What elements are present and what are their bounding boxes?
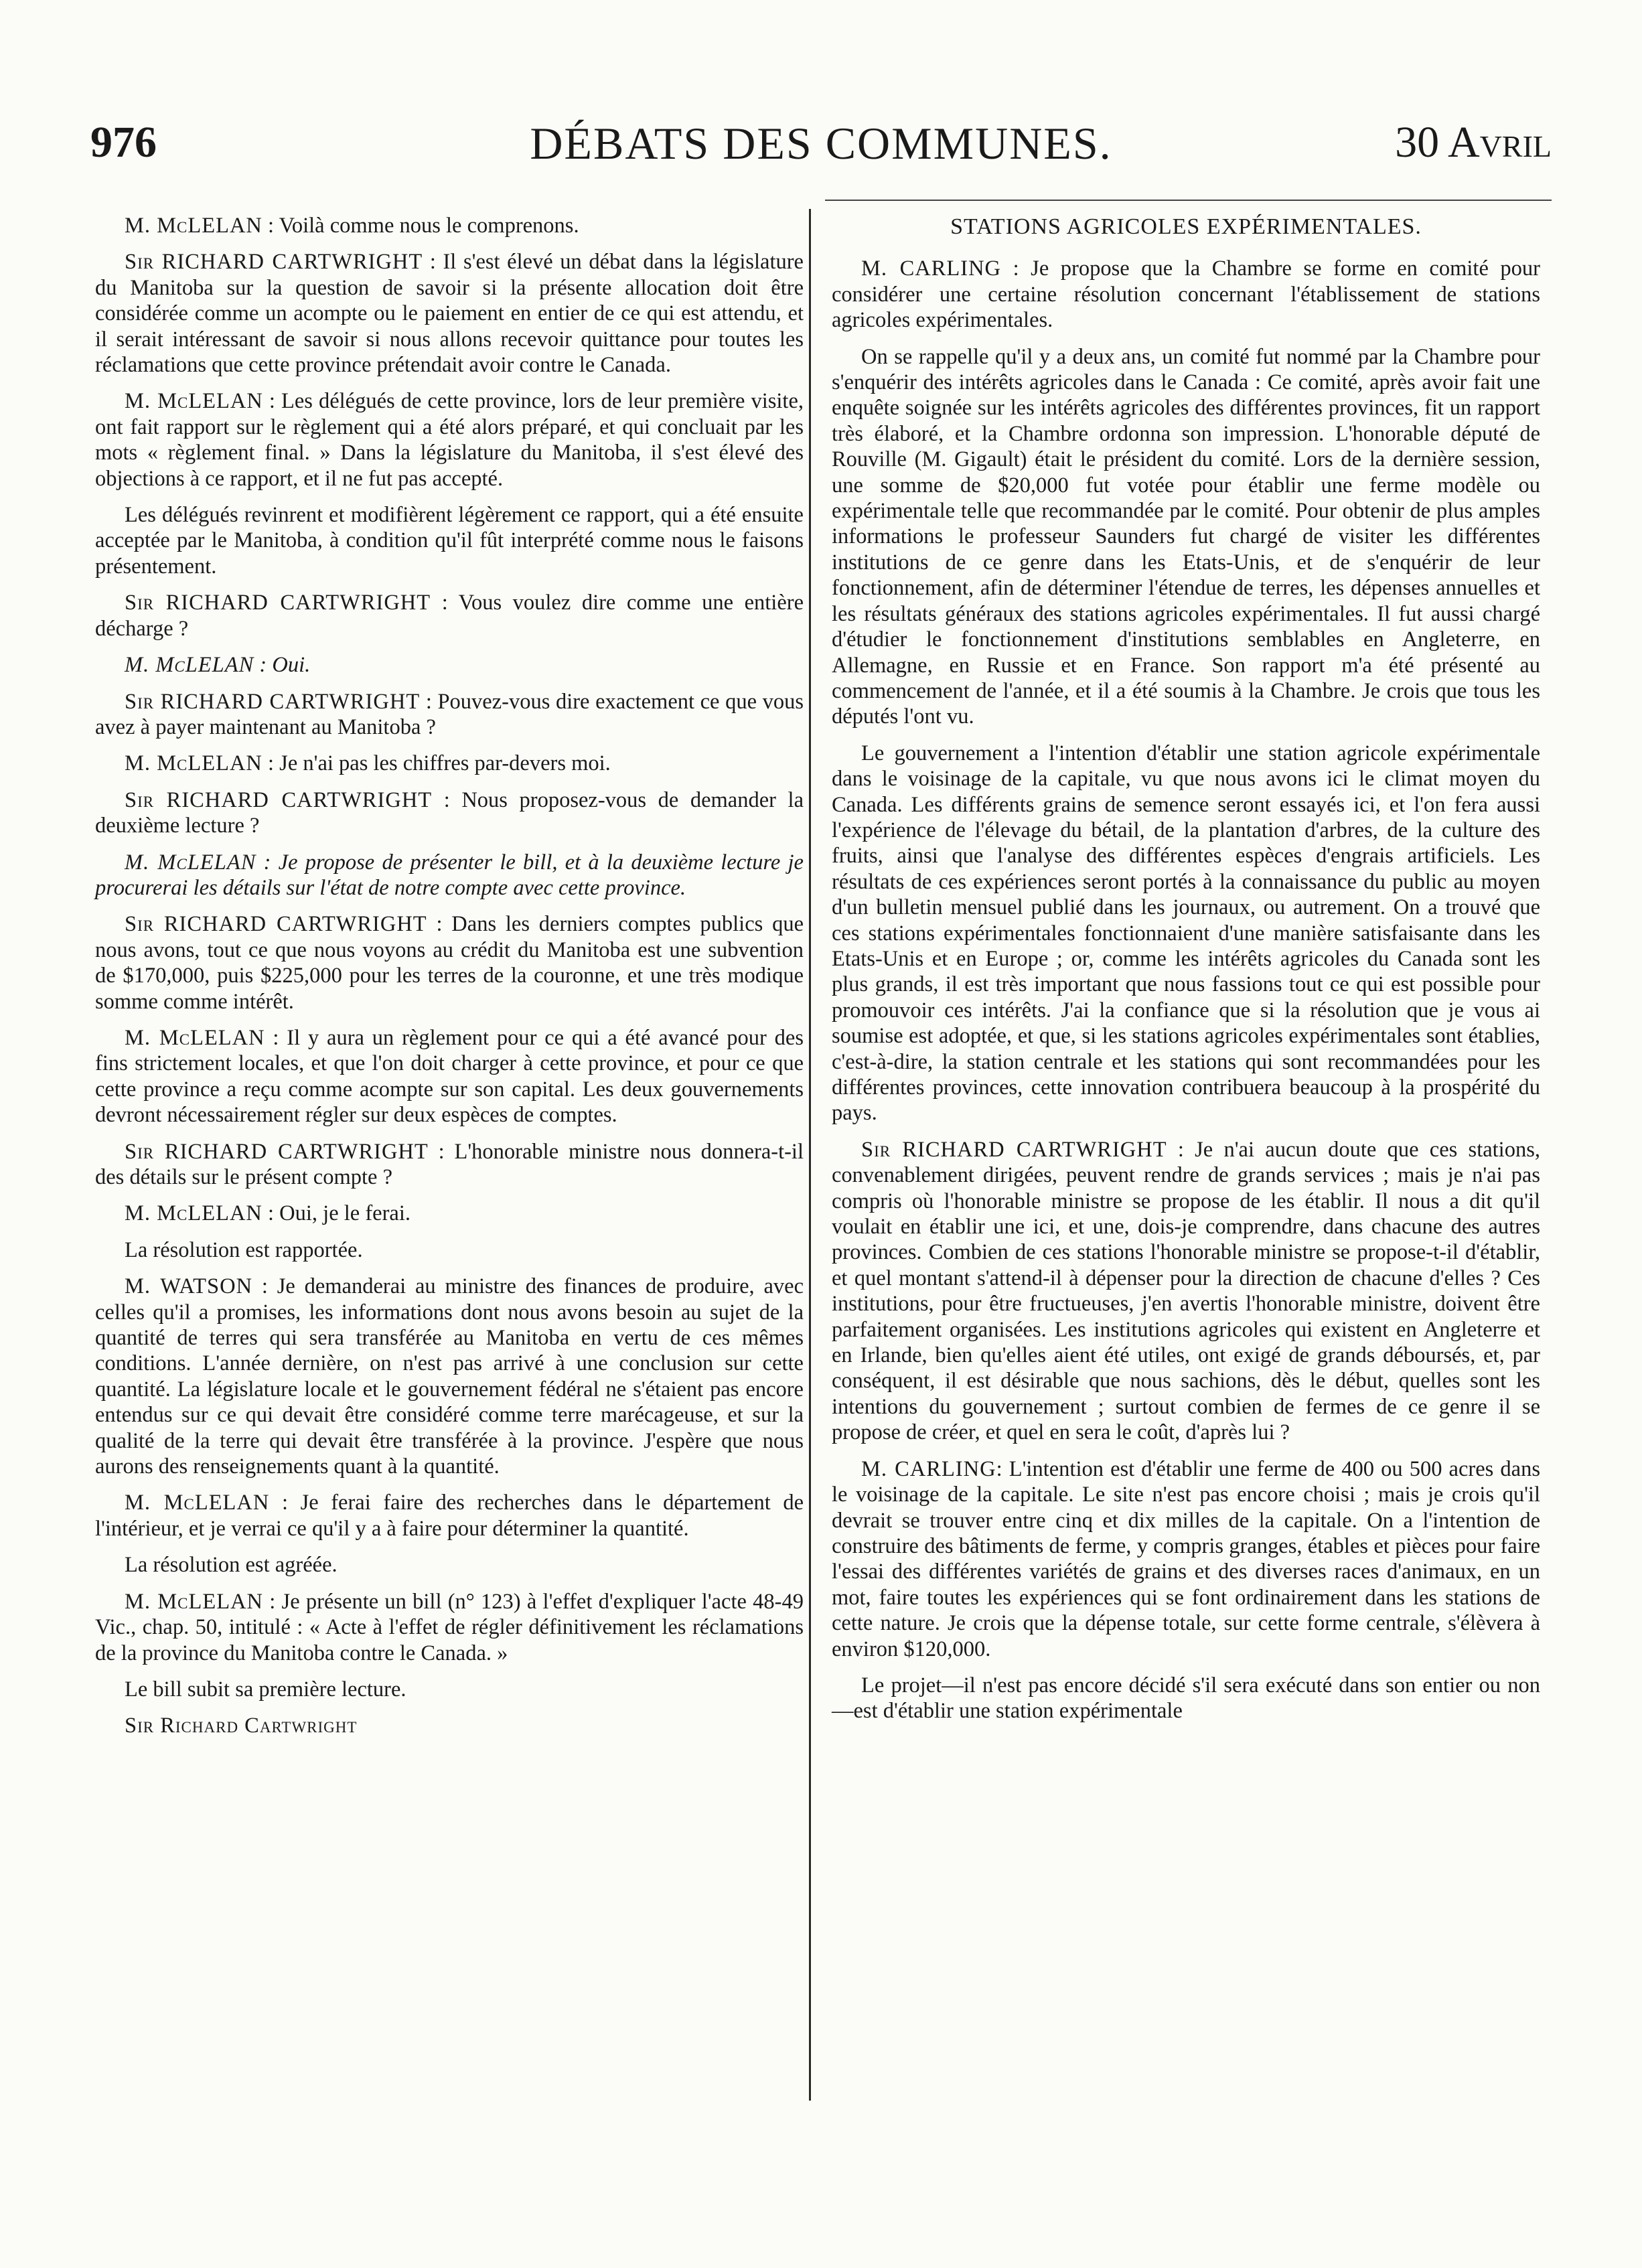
section-heading: STATIONS AGRICOLES EXPÉRIMENTALES. [950,214,1422,239]
paragraph-text: : Je n'ai aucun doute que ces stations, convenablement dirigées, peuvent rendre de grands services ; mais je n'ai pas compris où l'honorable ministre se propose de les établir. Il nous a dit qu'il voulait en établir une ici, et une, dois-je comprendre, dans chacune des autres provinces. Combien de ces stations l'honorable ministre se propose-t-il d'établir, et quel montant s'attend-il à dépenser pour la direction de chacune d'elles ? Ces institutions, pour être fructueuses, j'en avertis l'honorable ministre, doivent être parfaitement organisées. Les institutions agricoles qui existent en Angleterre et en Irlande, bien qu'elles aient été utiles, ont exigé de grands déboursés, et, par conséquent, il est désirable que nous sachions, dès le début, quelles sont les intentions du gouvernement ; surtout combien de fermes de ce genre il se propose de créer, et quel en sera le coût, d'après lui ? [832,1137,1540,1445]
speaker-name: M. McLELAN [125,1589,264,1614]
page-number: 976 [90,118,157,167]
paragraph [95,590,804,641]
paragraph [832,1673,1540,1724]
paragraph-text: : Vous voulez dire comme une entière décharge ? [95,591,804,641]
paragraph [95,787,804,839]
paragraph [95,850,804,901]
paragraph-text: La résolution est rapportée. [125,1237,363,1262]
paragraph [95,213,804,238]
paragraph [95,652,804,678]
paragraph-text: : Je propose de présenter le bill, et à la deuxième lecture je procurerai les détails sur l'état de notre compte avec cette province. [95,850,804,900]
paragraph [95,1274,804,1479]
speaker-name: Sir RICHARD CARTWRIGHT [125,250,423,275]
paragraph [95,689,804,741]
speaker-name: M. WATSON [125,1274,253,1299]
speaker-name: M. McLELAN [125,389,263,414]
paragraph-text: : Il y aura un règlement pour ce qui a été avancé pour des fins strictement locales, et que l'on doit charger à cette province, et pour ce que cette province a reçu comme acompte sur son capital. Les deux gouvernements devront nécessairement régler sur deux espèces de comptes. [95,1025,804,1128]
paragraph-text: : Pouvez-vous dire exactement ce que vous avez à payer maintenant au Manitoba ? [95,689,804,739]
speaker-name: M. McLELAN [125,1025,265,1050]
paragraph-text: : Oui, je le ferai. [262,1201,410,1226]
paragraph [95,1677,804,1702]
speaker-name: Sir RICHARD CARTWRIGHT [125,591,431,615]
page-date: 30 Avril [1395,118,1552,167]
paragraph [95,1201,804,1226]
paragraph-text: On se rappelle qu'il y a deux ans, un comité fut nommé par la Chambre pour s'enquérir des intérêts agricoles dans le Canada : Ce comité, après avoir fait une enquête soignée sur les intérêts agricoles des différentes provinces, fit un rapport très élaboré, et la Chambre ordonna son impression. L'honorable député de Rouville (M. Gigault) était le président du comité. Lors de la dernière session, une somme de $20,000 fut votée pour établir une ferme modèle ou expérimentale telle que recommandée par le comité. Pour obtenir de plus amples informations le professeur Saunders fut chargé de visiter les différentes institutions de ce genre dans les Etats-Unis, et de s'enquérir de leur fonctionnement, afin de déterminer l'étendue de terres, les dépenses annuelles et les résultats généraux des stations agricoles expérimentales. Il fut aussi chargé d'étudier le fonctionnement d'institutions semblables en Angleterre, en Allemagne, en Russie et en France. Son rapport m'a été présenté au commencement de l'année, et il a été soumis à la Chambre. Je crois que tous les députés l'ont vu. [832,344,1540,729]
page-header [90,117,1552,191]
right-column [832,213,1540,1735]
paragraph [832,256,1540,333]
paragraph [95,1552,804,1578]
paragraph-text: : L'intention est d'établir une ferme de 400 ou 500 acres dans le voisinage de la capitale. Le site n'est pas encore choisi ; mais je crois qu'il devrait se trouver entre cinq et dix milles de la capitale. On a l'intention de construire des bâtiments de ferme, y compris granges, étables et pièces pour faire l'essai des différentes variétés de grains et des diverses races d'animaux, en un mot, faire toutes les expériences qui se font ordinairement dans les stations de cette nature. Je crois que la dépense totale, sur cette forme centrale, s'élèvera à environ $120,000. [832,1456,1540,1661]
speaker-name: Sir RICHARD CARTWRIGHT [125,912,427,937]
paragraph [95,249,804,378]
speaker-name: M. McLELAN [125,850,256,875]
paragraph [832,1137,1540,1446]
paragraph-text: : Nous proposez-vous de demander la deuxième lecture ? [95,787,804,838]
speaker-name: M. McLELAN [125,1201,263,1226]
left-column [95,213,804,1739]
paragraph-text: : Voilà comme nous le comprenons. [262,214,579,238]
paragraph-text: : Je demanderai au ministre des finances de produire, avec celles qu'il a promises, les informations dont nous avons besoin au sujet de la quantité de terres qui sera transférée au Manitoba en vertu de ces mêmes conditions. L'année dernière, on n'est pas arrivé à une conclusion sur cette quantité. La législature locale et le gouvernement fédéral ne s'étaient pas encore entendus sur ce qui devait être considéré comme terre marécageuse, et sur la qualité de la terre qui devait être transférée à la province. J'espère que nous aurons des renseignements quant à la quantité. [95,1274,804,1479]
paragraph-text: : Oui. [254,653,311,678]
speaker-name: Sir RICHARD CARTWRIGHT [125,689,421,714]
speaker-name: M. CARLING [861,256,1002,281]
paragraph [95,911,804,1014]
column-divider [809,209,811,2101]
paragraph-text: Le projet—il n'est pas encore décidé s'il sera exécuté dans son entier ou non—est d'établir une station expérimentale [832,1673,1540,1724]
paragraph-text: Les délégués revinrent et modifièrent légèrement ce rapport, qui a été ensuite acceptée par le Manitoba, à condition qu'il fût interprété comme nous le faisons présentement. [95,503,804,579]
paragraph-text: : Je propose que la Chambre se forme en comité pour considérer une certaine résolution concernant l'établissement de stations agricoles expérimentales. [832,256,1540,333]
speaker-name: M. McLELAN [125,751,263,776]
speaker-name: M. CARLING [861,1456,996,1481]
page-title: DÉBATS DES COMMUNES. [530,118,1112,169]
paragraph [95,502,804,579]
paragraph [95,1490,804,1541]
paragraph [95,1025,804,1128]
speaker-name: M. McLELAN [125,214,263,238]
paragraph [832,741,1540,1126]
speaker-name: M. McLELAN [125,653,254,678]
paragraph-text: La résolution est agréée. [125,1553,338,1578]
paragraph-text: : Je présente un bill (n° 123) à l'effet d'expliquer l'acte 48-49 Vic., chap. 50, intitulé : « Acte à l'effet de régler définitivement les réclamations de la province du Manitoba contre le Canada. » [95,1589,804,1665]
paragraph [832,344,1540,730]
paragraph-text: : Je n'ai pas les chiffres par-devers moi. [262,751,611,776]
paragraph-text: Le gouvernement a l'intention d'établir une station agricole expérimentale dans le voisinage de la capitale, vu que nous avons ici le climat moyen du Canada. Les différents grains de semence seront essayés ici, et l'on fera aussi l'expérience de l'élevage du bétail, de la plantation d'arbres, de la culture des fruits, ainsi que l'analyse des différentes espèces d'engrais artificiels. Les résultats de ces expériences seront portés à la connaissance du public au moyen d'un bulletin mensuel publié dans les journaux, ou autrement. On a trouvé que ces stations expérimentales fonctionnaient d'une manière satisfaisante dans les Etats-Unis et en Europe ; or, comme les intérêts agricoles du Canada sont les plus grands, il est très important que nous fassions tout ce qui est possible pour promouvoir ces intérêts. J'ai la confiance que si la résolution que je vous ai soumise est adoptée, et que, si les stations agricoles expérimentales sont établies, c'est-à-dire, la station centrale et les stations qui sont recommandées pour les différentes provinces, cette innovation contribuera beaucoup à la prospérité du pays. [832,741,1540,1126]
paragraph-text: : Il s'est élevé un débat dans la législature du Manitoba sur la question de savoir si la présente allocation doit être considérée comme un acompte ou le paiement en entier de ce qui est attendu, et il serait intéressant de savoir si nous allons recevoir quittance pour toutes les réclamations que cette province prétendait avoir contre le Canada. [95,250,804,378]
speaker-name: Sir RICHARD CARTWRIGHT [861,1137,1167,1162]
header-rule [825,200,1552,201]
paragraph-text: : Dans les derniers comptes publics que nous avons, tout ce que nous voyons au crédit du Manitoba est une subvention de $170,000, puis $225,000 pour les terres de la couronne, et une très modique somme comme intérêt. [95,912,804,1014]
paragraph-text: : L'honorable ministre nous donnera-t-il des détails sur le présent compte ? [95,1139,804,1189]
speaker-name: Sir RICHARD CARTWRIGHT [125,1139,429,1164]
paragraph [95,1589,804,1666]
paragraph-text: : Les délégués de cette province, lors de leur première visite, ont fait rapport sur le règlement qui a été alors préparé, et qui concluait par les mots « règlement final. » Dans la législature du Manitoba, il s'est élevé des objections à ce rapport, et il ne fut pas accepté. [95,389,804,491]
speaker-name: M. McLELAN [125,1491,270,1515]
paragraph [95,751,804,776]
paragraph [95,388,804,492]
speaker-signature: Sir Richard Cartwright [125,1714,358,1738]
paragraph-text: : Je ferai faire des recherches dans le département de l'intérieur, et je verrai ce qu'il y a à faire pour déterminer la quantité. [95,1491,804,1541]
right-column-body [832,256,1540,1724]
paragraph [95,1139,804,1191]
paragraph [95,1237,804,1263]
paragraph [832,1456,1540,1662]
paragraph-text: Le bill subit sa première lecture. [125,1677,406,1702]
speaker-name: Sir RICHARD CARTWRIGHT [125,787,433,812]
